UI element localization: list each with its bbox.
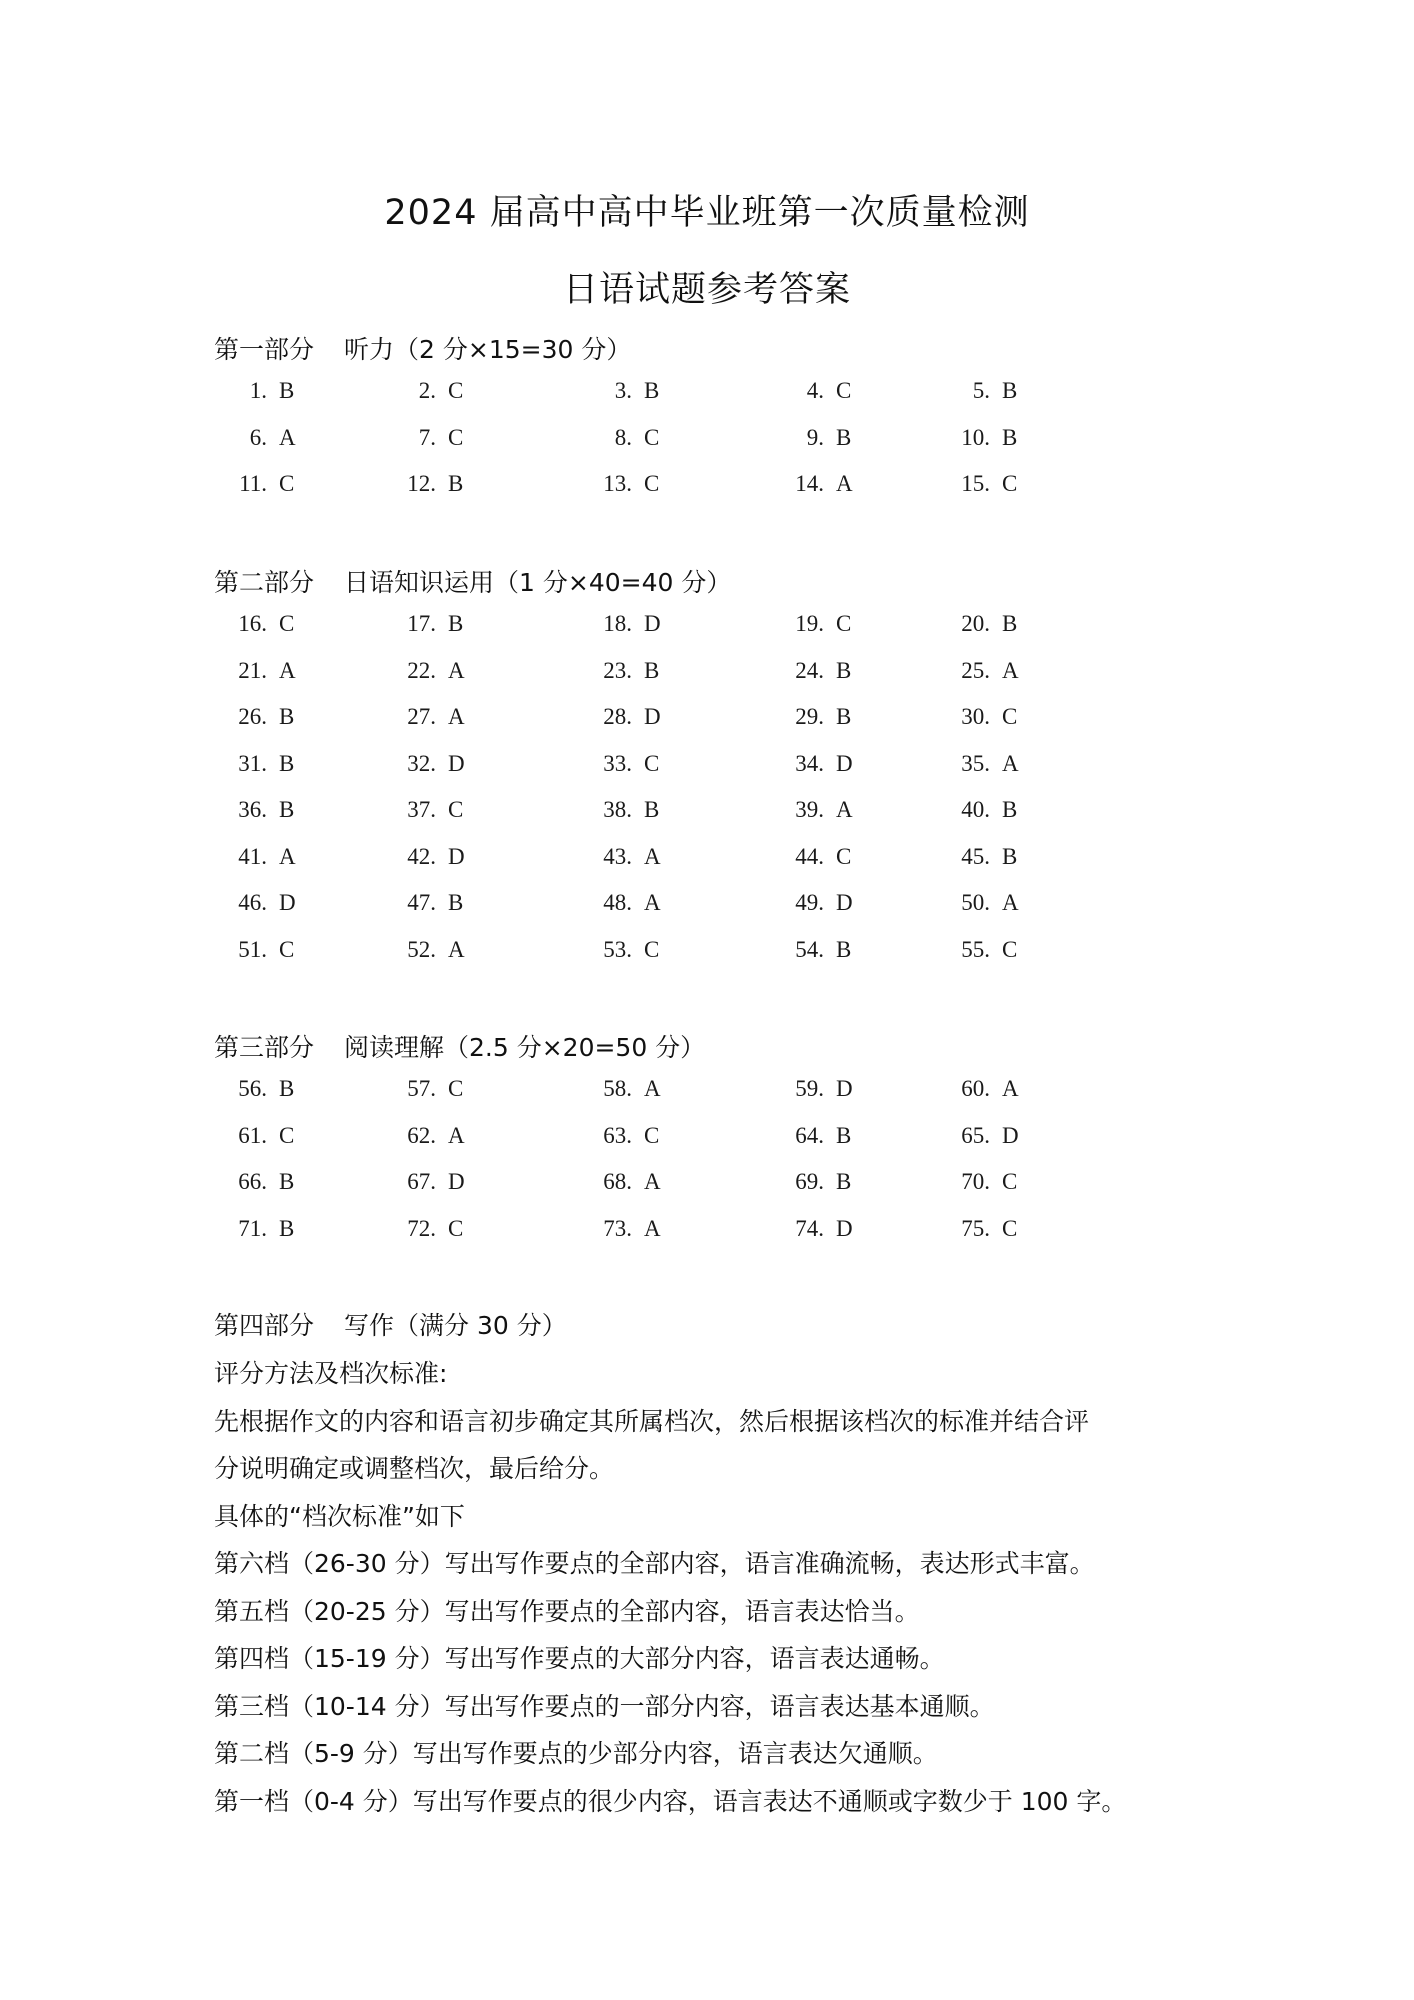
answer-letter: B — [836, 1122, 852, 1148]
answer-item — [205, 844, 325, 870]
question-number: 23. — [603, 657, 632, 683]
answer-letter: C — [644, 1122, 660, 1148]
answer-letter: A — [1002, 657, 1019, 683]
answer-item — [570, 704, 690, 730]
answer-item — [762, 890, 882, 916]
answer-letter: A — [448, 657, 465, 683]
question-number: 64. — [795, 1122, 824, 1148]
answer-letter: D — [644, 704, 661, 729]
answer-item — [762, 1169, 882, 1195]
question-number: 32. — [407, 750, 436, 776]
answer-letter: B — [1002, 611, 1018, 636]
answer-letter: D — [1002, 1122, 1019, 1148]
question-number: 39. — [795, 797, 824, 822]
question-number: 8. — [614, 424, 632, 450]
answer-row — [0, 844, 1414, 891]
question-number: 37. — [407, 797, 436, 822]
question-number: 63. — [603, 1122, 632, 1148]
answer-grid-listening — [0, 378, 1414, 518]
answer-letter: A — [644, 1215, 661, 1241]
question-number: 69. — [795, 1169, 824, 1194]
answer-item — [205, 1076, 325, 1102]
criteria-line: 第六档（26-30 分）写出写作要点的全部内容，语言准确流畅，表达形式丰富。 — [214, 1549, 1095, 1578]
question-number: 60. — [961, 1076, 990, 1101]
answer-item — [374, 704, 494, 730]
answer-item — [928, 751, 1048, 777]
question-number: 62. — [407, 1122, 436, 1148]
answer-item — [570, 751, 690, 777]
question-number: 72. — [407, 1215, 436, 1241]
answer-item — [205, 471, 325, 497]
section-heading-writing — [214, 1306, 567, 1342]
answer-item — [928, 797, 1048, 823]
question-number: 34. — [795, 750, 824, 776]
answer-letter: C — [1002, 936, 1018, 962]
question-number: 36. — [238, 797, 267, 822]
question-number: 35. — [961, 750, 990, 776]
question-number: 49. — [795, 890, 824, 915]
answer-letter: B — [644, 378, 660, 403]
answer-letter: B — [448, 611, 464, 636]
question-number: 66. — [238, 1169, 267, 1194]
answer-letter: A — [644, 1169, 661, 1194]
section-name: 阅读理解（2.5 分×20=50 分） — [344, 1033, 706, 1062]
question-number: 51. — [238, 936, 267, 962]
answer-letter: A — [1002, 1076, 1019, 1101]
answer-letter: A — [279, 424, 296, 450]
answer-item — [570, 1216, 690, 1242]
answer-letter: C — [644, 750, 660, 776]
question-number: 47. — [407, 890, 436, 915]
question-number: 42. — [407, 843, 436, 869]
answer-letter: A — [448, 704, 465, 729]
answer-letter: A — [279, 843, 296, 869]
answer-item — [928, 937, 1048, 963]
question-number: 24. — [795, 657, 824, 683]
question-number: 70. — [961, 1169, 990, 1194]
answer-letter: B — [448, 471, 464, 496]
question-number: 33. — [603, 750, 632, 776]
answer-letter: A — [644, 890, 661, 915]
question-number: 28. — [603, 704, 632, 729]
answer-letter: D — [836, 1215, 853, 1241]
answer-item — [928, 704, 1048, 730]
answer-row — [0, 751, 1414, 798]
answer-item — [374, 378, 494, 404]
answer-letter: C — [1002, 471, 1018, 496]
answer-item — [374, 1169, 494, 1195]
answer-item — [762, 937, 882, 963]
question-number: 7. — [418, 424, 436, 450]
criteria-line: 分说明确定或调整档次，最后给分。 — [214, 1454, 615, 1483]
question-number: 4. — [806, 378, 824, 403]
answer-letter: C — [448, 1215, 464, 1241]
question-number: 54. — [795, 936, 824, 962]
answer-letter: C — [448, 424, 464, 450]
answer-letter: D — [836, 750, 853, 776]
answer-item — [374, 937, 494, 963]
question-number: 14. — [795, 471, 824, 496]
section-label: 第四部分 — [214, 1311, 315, 1340]
question-number: 26. — [238, 704, 267, 729]
answer-letter: B — [1002, 378, 1018, 403]
question-number: 2. — [418, 378, 436, 403]
answer-letter: B — [644, 657, 660, 683]
criteria-line: 第五档（20-25 分）写出写作要点的全部内容，语言表达恰当。 — [214, 1596, 920, 1626]
answer-item — [374, 425, 494, 451]
answer-item — [928, 1169, 1048, 1195]
answer-item — [570, 797, 690, 823]
criteria-line: 第三档（10-14 分）写出写作要点的一部分内容，语言表达基本通顺。 — [214, 1691, 995, 1721]
answer-row — [0, 611, 1414, 658]
answer-item — [762, 704, 882, 730]
answer-item — [928, 658, 1048, 684]
answer-letter: D — [279, 890, 296, 915]
answer-letter: C — [1002, 1169, 1018, 1194]
section-name: 写作（满分 30 分） — [344, 1311, 567, 1340]
answer-item — [570, 1076, 690, 1102]
question-number: 44. — [795, 843, 824, 869]
question-number: 43. — [603, 843, 632, 869]
question-number: 45. — [961, 843, 990, 869]
question-number: 16. — [238, 611, 267, 636]
question-number: 17. — [407, 611, 436, 636]
answer-letter: A — [448, 1122, 465, 1148]
answer-row — [0, 378, 1414, 425]
question-number: 67. — [407, 1169, 436, 1194]
answer-item — [762, 471, 882, 497]
answer-letter: C — [279, 1122, 295, 1148]
criteria-line: 先根据作文的内容和语言初步确定其所属档次，然后根据该档次的标准并结合评 — [214, 1406, 1090, 1436]
answer-letter: A — [836, 797, 853, 822]
answer-row — [0, 425, 1414, 472]
answer-item — [374, 658, 494, 684]
answer-letter: B — [279, 704, 295, 729]
question-number: 3. — [614, 378, 632, 403]
answer-item — [205, 1169, 325, 1195]
answer-row — [0, 1076, 1414, 1123]
answer-letter: D — [448, 1169, 465, 1194]
answer-letter: A — [644, 1076, 661, 1101]
answer-item — [570, 937, 690, 963]
answer-letter: B — [279, 1076, 295, 1101]
question-number: 18. — [603, 611, 632, 636]
section-heading-knowledge — [214, 563, 731, 599]
page-subtitle: 日语试题参考答案 — [562, 270, 851, 310]
answer-letter: B — [1002, 424, 1018, 450]
criteria-line: 具体的“档次标准”如下 — [214, 1501, 465, 1531]
question-number: 41. — [238, 843, 267, 869]
question-number: 46. — [238, 890, 267, 915]
answer-row — [0, 937, 1414, 984]
question-number: 22. — [407, 657, 436, 683]
answer-item — [374, 471, 494, 497]
answer-item — [570, 1123, 690, 1149]
answer-item — [205, 751, 325, 777]
answer-letter: C — [836, 843, 852, 869]
answer-letter: A — [836, 471, 853, 496]
answer-letter: D — [448, 750, 465, 776]
answer-row — [0, 471, 1414, 518]
answer-item — [570, 378, 690, 404]
question-number: 73. — [603, 1215, 632, 1241]
question-number: 29. — [795, 704, 824, 729]
answer-item — [374, 751, 494, 777]
page-title: 2024 届高中高中毕业班第一次质量检测 — [384, 193, 1030, 233]
answer-item — [374, 1123, 494, 1149]
answer-letter: A — [279, 657, 296, 683]
question-number: 9. — [806, 424, 824, 450]
criteria-line: 第二档（5-9 分）写出写作要点的少部分内容，语言表达欠通顺。 — [214, 1739, 938, 1768]
answer-item — [762, 844, 882, 870]
question-number: 27. — [407, 704, 436, 729]
answer-letter: B — [279, 1169, 295, 1194]
answer-item — [928, 425, 1048, 451]
answer-item — [928, 611, 1048, 637]
question-number: 13. — [603, 471, 632, 496]
question-number: 53. — [603, 936, 632, 962]
criteria-line: 第一档（0-4 分）写出写作要点的很少内容，语言表达不通顺或字数少于 100 字。 — [214, 1786, 1127, 1816]
answer-letter: B — [1002, 797, 1018, 822]
answer-item — [374, 797, 494, 823]
question-number: 21. — [238, 657, 267, 683]
answer-letter: C — [448, 797, 464, 822]
answer-item — [762, 797, 882, 823]
answer-letter: B — [836, 704, 852, 729]
question-number: 65. — [961, 1122, 990, 1148]
question-number: 50. — [961, 890, 990, 915]
answer-item — [928, 1216, 1048, 1242]
answer-letter: C — [644, 936, 660, 962]
answer-letter: D — [448, 843, 465, 869]
answer-item — [205, 611, 325, 637]
criteria-line: 评分方法及档次标准: — [214, 1359, 448, 1388]
question-number: 1. — [249, 378, 267, 403]
answer-letter: B — [836, 1169, 852, 1194]
answer-item — [205, 1123, 325, 1149]
section-label: 第一部分 — [214, 335, 315, 364]
answer-row — [0, 890, 1414, 937]
answer-letter: B — [644, 797, 660, 822]
answer-item — [205, 1216, 325, 1242]
answer-letter: B — [836, 657, 852, 683]
question-number: 75. — [961, 1215, 990, 1241]
section-label: 第二部分 — [214, 568, 315, 597]
question-number: 15. — [961, 471, 990, 496]
question-number: 6. — [249, 424, 267, 450]
answer-letter: C — [644, 424, 660, 450]
answer-letter: B — [279, 1215, 295, 1241]
answer-letter: C — [644, 471, 660, 496]
answer-row — [0, 1123, 1414, 1170]
answer-item — [205, 378, 325, 404]
answer-letter: C — [279, 611, 295, 636]
answer-letter: D — [644, 611, 661, 636]
question-number: 74. — [795, 1215, 824, 1241]
question-number: 68. — [603, 1169, 632, 1194]
answer-row — [0, 704, 1414, 751]
answer-row — [0, 1216, 1414, 1263]
answer-letter: B — [836, 424, 852, 450]
writing-criteria — [214, 1350, 1214, 1825]
question-number: 52. — [407, 936, 436, 962]
answer-item — [762, 425, 882, 451]
answer-item — [570, 658, 690, 684]
answer-grid-reading — [0, 1076, 1414, 1262]
section-name: 日语知识运用（1 分×40=40 分） — [344, 568, 732, 597]
question-number: 11. — [239, 471, 267, 496]
question-number: 61. — [238, 1122, 267, 1148]
answer-letter: C — [448, 1076, 464, 1101]
question-number: 30. — [961, 704, 990, 729]
answer-letter: D — [836, 890, 853, 915]
answer-letter: C — [836, 611, 852, 636]
question-number: 40. — [961, 797, 990, 822]
answer-letter: D — [836, 1076, 853, 1101]
question-number: 31. — [238, 750, 267, 776]
question-number: 56. — [238, 1076, 267, 1101]
answer-letter: B — [279, 797, 295, 822]
answer-item — [374, 611, 494, 637]
answer-letter: B — [279, 750, 295, 776]
answer-letter: A — [644, 843, 661, 869]
section-heading-reading — [214, 1028, 705, 1064]
answer-item — [762, 1216, 882, 1242]
answer-item — [762, 1123, 882, 1149]
answer-item — [205, 890, 325, 916]
question-number: 19. — [795, 611, 824, 636]
answer-item — [928, 890, 1048, 916]
answer-letter: B — [279, 378, 295, 403]
answer-item — [762, 611, 882, 637]
answer-item — [570, 844, 690, 870]
answer-row — [0, 658, 1414, 705]
answer-letter: C — [279, 471, 295, 496]
answer-item — [205, 797, 325, 823]
question-number: 25. — [961, 657, 990, 683]
answer-item — [374, 890, 494, 916]
question-number: 58. — [603, 1076, 632, 1101]
answer-item — [205, 704, 325, 730]
answer-item — [374, 1076, 494, 1102]
answer-letter: C — [448, 378, 464, 403]
answer-letter: C — [279, 936, 295, 962]
question-number: 57. — [407, 1076, 436, 1101]
answer-item — [205, 658, 325, 684]
question-number: 48. — [603, 890, 632, 915]
answer-letter: A — [1002, 750, 1019, 776]
answer-item — [570, 425, 690, 451]
answer-letter: B — [836, 936, 852, 962]
answer-letter: A — [1002, 890, 1019, 915]
question-number: 38. — [603, 797, 632, 822]
section-label: 第三部分 — [214, 1033, 315, 1062]
answer-letter: C — [836, 378, 852, 403]
answer-item — [762, 751, 882, 777]
answer-item — [928, 1076, 1048, 1102]
answer-item — [928, 471, 1048, 497]
question-number: 20. — [961, 611, 990, 636]
answer-item — [205, 937, 325, 963]
answer-item — [374, 1216, 494, 1242]
question-number: 55. — [961, 936, 990, 962]
answer-item — [570, 611, 690, 637]
answer-row — [0, 797, 1414, 844]
answer-item — [570, 890, 690, 916]
answer-letter: B — [448, 890, 464, 915]
criteria-line: 第四档（15-19 分）写出写作要点的大部分内容，语言表达通畅。 — [214, 1644, 945, 1673]
section-name: 听力（2 分×15=30 分） — [344, 335, 632, 364]
question-number: 59. — [795, 1076, 824, 1101]
answer-item — [762, 1076, 882, 1102]
answer-item — [928, 378, 1048, 404]
answer-item — [762, 658, 882, 684]
answer-row — [0, 1169, 1414, 1216]
answer-letter: A — [448, 936, 465, 962]
answer-item — [762, 378, 882, 404]
answer-letter: B — [1002, 843, 1018, 869]
question-number: 71. — [238, 1215, 267, 1241]
question-number: 12. — [407, 471, 436, 496]
answer-item — [374, 844, 494, 870]
answer-item — [928, 844, 1048, 870]
answer-letter: C — [1002, 1215, 1018, 1241]
answer-item — [570, 1169, 690, 1195]
answer-grid-knowledge — [0, 611, 1414, 983]
question-number: 10. — [961, 424, 990, 450]
answer-letter: C — [1002, 704, 1018, 729]
answer-item — [928, 1123, 1048, 1149]
answer-item — [205, 425, 325, 451]
section-heading-listening — [214, 330, 631, 366]
question-number: 5. — [972, 378, 990, 403]
answer-item — [570, 471, 690, 497]
